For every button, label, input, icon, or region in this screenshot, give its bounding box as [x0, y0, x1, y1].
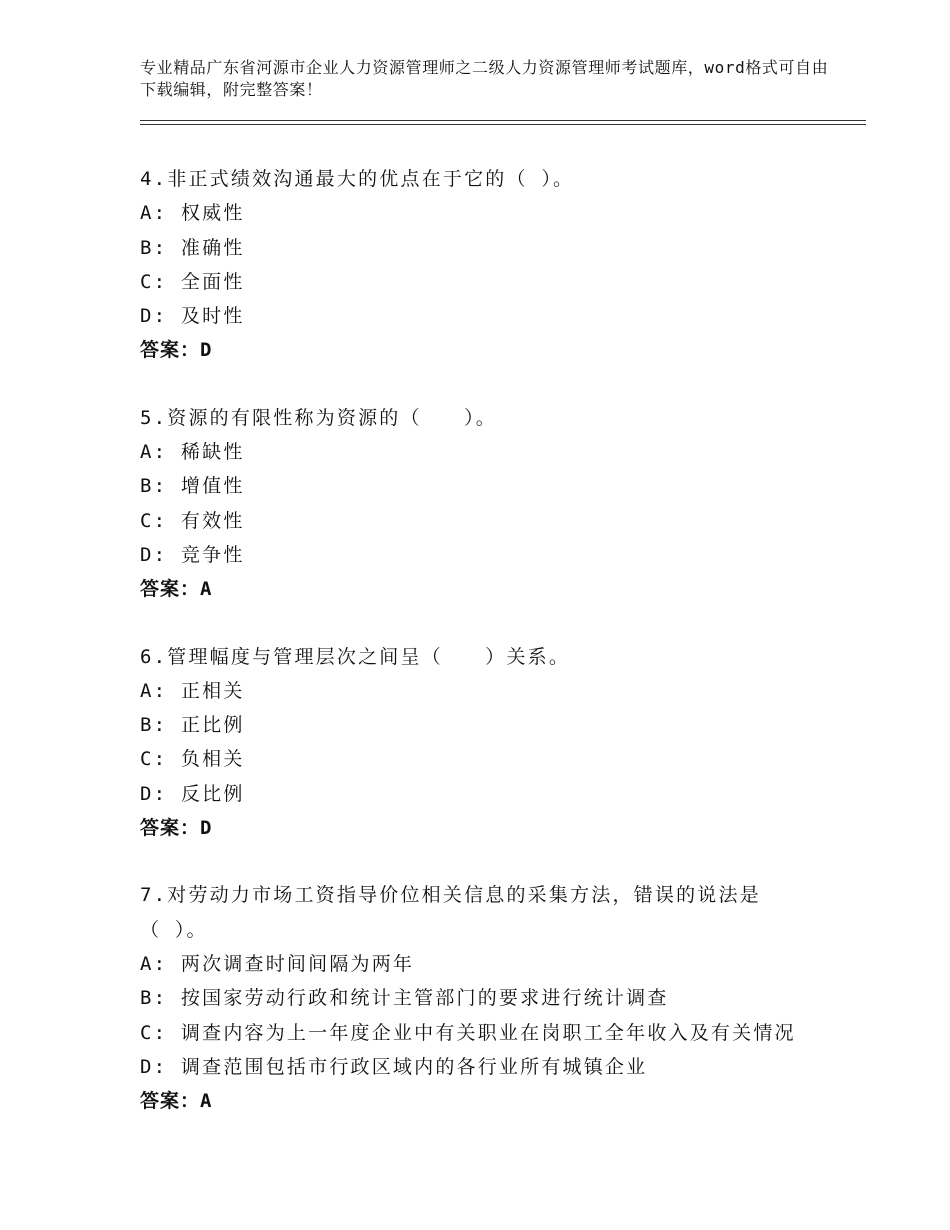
header-double-rule	[140, 120, 866, 125]
option-c: C: 负相关	[140, 748, 245, 771]
question-5	[140, 401, 840, 607]
answer-label: 答案：D	[140, 817, 213, 840]
option-d: D: 反比例	[140, 782, 245, 805]
option-c: C: 全面性	[140, 270, 245, 293]
question-stem: 4.非正式绩效沟通最大的优点在于它的（ ）。	[140, 168, 575, 190]
option-d: D: 调查范围包括市行政区域内的各行业所有城镇企业	[140, 1055, 648, 1078]
option-b: B: 按国家劳动行政和统计主管部门的要求进行统计调查	[140, 987, 669, 1010]
answer-label: 答案：A	[140, 1090, 213, 1113]
document-header: 专业精品广东省河源市企业人力资源管理师之二级人力资源管理师考试题库，word格式可自由下载编辑，附完整答案！	[140, 58, 829, 99]
question-stem: 7.对劳动力市场工资指导价位相关信息的采集方法，错误的说法是	[140, 884, 761, 907]
question-6	[140, 640, 840, 846]
answer-label: 答案：A	[140, 578, 213, 601]
option-a: A: 两次调查时间间隔为两年	[140, 952, 415, 975]
option-a: A: 正相关	[140, 679, 245, 702]
question-stem: 6.管理幅度与管理层次之间呈（ ）关系。	[140, 645, 571, 668]
option-d: D: 及时性	[140, 305, 245, 328]
question-stem-continued: （ ）。	[140, 918, 208, 941]
option-a: A: 稀缺性	[140, 441, 245, 464]
question-7	[140, 878, 840, 1118]
option-d: D: 竞争性	[140, 543, 245, 566]
option-c: C: 有效性	[140, 509, 245, 532]
option-c: C: 调查内容为上一年度企业中有关职业在岗职工全年收入及有关情况	[140, 1021, 796, 1044]
question-list	[140, 162, 840, 1151]
question-stem: 5.资源的有限性称为资源的（ ）。	[140, 406, 497, 429]
option-b: B: 准确性	[140, 236, 245, 259]
answer-label: 答案：D	[140, 339, 213, 362]
option-b: B: 增值性	[140, 475, 245, 498]
option-a: A: 权威性	[140, 202, 245, 225]
option-b: B: 正比例	[140, 714, 245, 737]
question-4	[140, 162, 840, 368]
